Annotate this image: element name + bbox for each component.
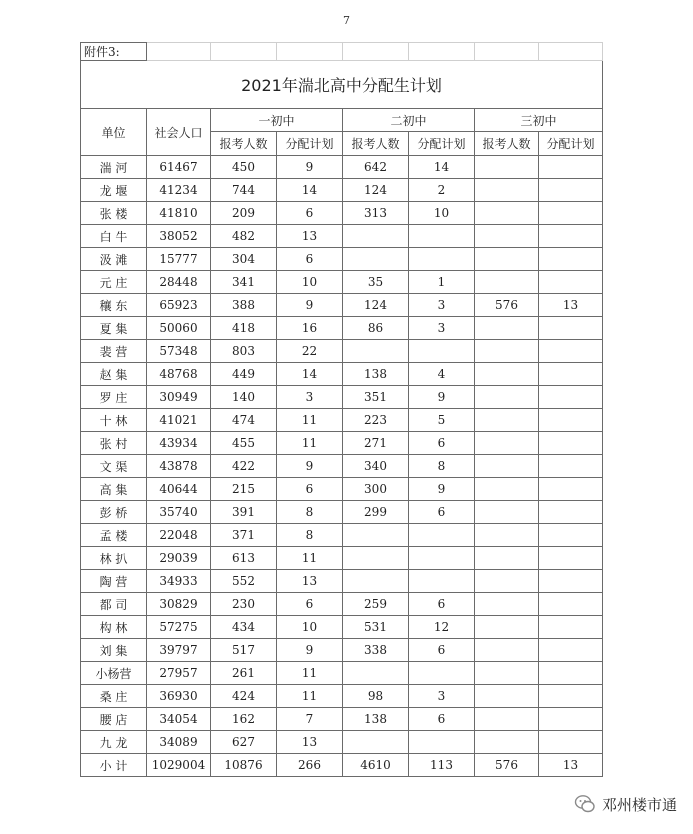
cell-s1-allocation: 16 (277, 317, 343, 340)
title-row (81, 61, 603, 109)
cell-s2-applicants (343, 547, 409, 570)
table-row (81, 455, 603, 478)
cell-s1-allocation: 7 (277, 708, 343, 731)
cell-s3-applicants (475, 248, 539, 271)
cell-s1-allocation: 14 (277, 363, 343, 386)
cell-s2-allocation: 4 (409, 363, 475, 386)
cell-s3-applicants (475, 616, 539, 639)
cell-population: 38052 (147, 225, 211, 248)
cell-population: 36930 (147, 685, 211, 708)
cell-population: 35740 (147, 501, 211, 524)
cell-s2-applicants: 124 (343, 179, 409, 202)
cell-s3-applicants (475, 340, 539, 363)
cell-s3-allocation (539, 225, 603, 248)
cell-population: 41234 (147, 179, 211, 202)
cell-s1-allocation: 13 (277, 225, 343, 248)
cell-s2-allocation: 14 (409, 156, 475, 179)
cell-s1-applicants: 371 (211, 524, 277, 547)
cell-s3-allocation (539, 248, 603, 271)
cell-population: 29039 (147, 547, 211, 570)
cell-s1-allocation: 14 (277, 179, 343, 202)
cell-s2-applicants (343, 340, 409, 363)
cell-s1-allocation: 11 (277, 547, 343, 570)
cell-s2-allocation (409, 547, 475, 570)
cell-s1-applicants: 230 (211, 593, 277, 616)
header-school-1: 一初中 (211, 109, 343, 132)
cell-s2-allocation: 9 (409, 386, 475, 409)
cell-s3-applicants (475, 363, 539, 386)
header-s3-applicants: 报考人数 (475, 132, 539, 156)
cell-s2-applicants: 98 (343, 685, 409, 708)
cell-s2-applicants: 4610 (343, 754, 409, 777)
cell-s2-allocation: 12 (409, 616, 475, 639)
watermark-text: 邓州楼市通 (601, 795, 677, 814)
cell-s3-allocation (539, 593, 603, 616)
cell-s1-allocation: 11 (277, 685, 343, 708)
cell-s2-applicants (343, 225, 409, 248)
cell-s2-applicants: 138 (343, 363, 409, 386)
table-row (81, 547, 603, 570)
cell-s3-allocation: 13 (539, 754, 603, 777)
cell-population: 65923 (147, 294, 211, 317)
cell-unit: 刘 集 (81, 639, 147, 662)
header-s1-applicants: 报考人数 (211, 132, 277, 156)
cell-s1-allocation: 9 (277, 156, 343, 179)
cell-population: 34089 (147, 731, 211, 754)
cell-s2-applicants (343, 570, 409, 593)
cell-s1-allocation: 6 (277, 202, 343, 225)
cell-unit: 元 庄 (81, 271, 147, 294)
cell-s3-applicants (475, 409, 539, 432)
cell-s2-allocation: 6 (409, 708, 475, 731)
cell-s2-allocation: 3 (409, 317, 475, 340)
cell-s3-allocation (539, 616, 603, 639)
cell-population: 1029004 (147, 754, 211, 777)
cell-s3-allocation (539, 478, 603, 501)
cell-s3-allocation (539, 317, 603, 340)
table-row (81, 662, 603, 685)
cell-s1-applicants: 140 (211, 386, 277, 409)
cell-s3-applicants (475, 547, 539, 570)
cell-population: 57275 (147, 616, 211, 639)
cell-s3-allocation (539, 386, 603, 409)
cell-s1-applicants: 391 (211, 501, 277, 524)
table-row (81, 731, 603, 754)
cell-s3-allocation (539, 685, 603, 708)
cell-s3-allocation (539, 409, 603, 432)
cell-s2-allocation (409, 662, 475, 685)
cell-s3-applicants (475, 455, 539, 478)
cell-s1-allocation: 6 (277, 593, 343, 616)
cell-population: 34933 (147, 570, 211, 593)
table-title: 2021年湍北高中分配生计划 (81, 61, 603, 109)
cell-s2-allocation: 2 (409, 179, 475, 202)
cell-s1-allocation: 9 (277, 639, 343, 662)
table-row (81, 317, 603, 340)
cell-s1-allocation: 11 (277, 432, 343, 455)
table-row (81, 593, 603, 616)
cell-s3-allocation (539, 271, 603, 294)
cell-s1-allocation: 8 (277, 501, 343, 524)
cell-unit: 都 司 (81, 593, 147, 616)
cell-s1-applicants: 10876 (211, 754, 277, 777)
cell-s1-allocation: 6 (277, 248, 343, 271)
cell-unit: 腰 店 (81, 708, 147, 731)
cell-s1-allocation: 10 (277, 271, 343, 294)
cell-s3-applicants (475, 156, 539, 179)
header-s2-allocation: 分配计划 (409, 132, 475, 156)
table-row (81, 685, 603, 708)
cell-s3-allocation (539, 547, 603, 570)
cell-s1-applicants: 162 (211, 708, 277, 731)
cell-s1-applicants: 474 (211, 409, 277, 432)
header-s3-allocation: 分配计划 (539, 132, 603, 156)
cell-s2-allocation (409, 340, 475, 363)
cell-s2-applicants (343, 524, 409, 547)
cell-s2-applicants: 86 (343, 317, 409, 340)
attachment-label: 附件3: (81, 43, 147, 61)
cell-s1-applicants: 517 (211, 639, 277, 662)
cell-s1-applicants: 209 (211, 202, 277, 225)
cell-s2-allocation: 6 (409, 432, 475, 455)
cell-s3-applicants (475, 317, 539, 340)
cell-population: 22048 (147, 524, 211, 547)
cell-s1-allocation: 13 (277, 570, 343, 593)
cell-s2-allocation (409, 731, 475, 754)
table-row (81, 179, 603, 202)
cell-unit: 彭 桥 (81, 501, 147, 524)
cell-s1-applicants: 261 (211, 662, 277, 685)
cell-unit: 十 林 (81, 409, 147, 432)
cell-population: 61467 (147, 156, 211, 179)
cell-s2-applicants: 313 (343, 202, 409, 225)
cell-unit: 林 扒 (81, 547, 147, 570)
cell-s3-allocation (539, 524, 603, 547)
cell-s1-applicants: 552 (211, 570, 277, 593)
cell-s3-allocation (539, 455, 603, 478)
table-row (81, 478, 603, 501)
cell-s3-applicants (475, 501, 539, 524)
cell-unit: 穰 东 (81, 294, 147, 317)
cell-s3-applicants (475, 708, 539, 731)
cell-population: 30949 (147, 386, 211, 409)
cell-s2-applicants (343, 662, 409, 685)
cell-population: 28448 (147, 271, 211, 294)
cell-s2-allocation: 1 (409, 271, 475, 294)
cell-s1-allocation: 3 (277, 386, 343, 409)
cell-s3-applicants (475, 685, 539, 708)
cell-s1-applicants: 304 (211, 248, 277, 271)
cell-unit: 孟 楼 (81, 524, 147, 547)
table-row (81, 294, 603, 317)
cell-s1-allocation: 13 (277, 731, 343, 754)
cell-population: 41810 (147, 202, 211, 225)
cell-s3-applicants: 576 (475, 294, 539, 317)
cell-s1-allocation: 8 (277, 524, 343, 547)
cell-unit: 张 村 (81, 432, 147, 455)
cell-s3-applicants (475, 639, 539, 662)
cell-s3-allocation (539, 363, 603, 386)
cell-s1-applicants: 449 (211, 363, 277, 386)
cell-population: 27957 (147, 662, 211, 685)
cell-unit: 夏 集 (81, 317, 147, 340)
cell-s3-allocation (539, 708, 603, 731)
cell-s3-applicants (475, 478, 539, 501)
cell-s3-allocation (539, 156, 603, 179)
table-row (81, 501, 603, 524)
cell-unit: 龙 堰 (81, 179, 147, 202)
allocation-table (80, 42, 603, 777)
cell-s3-applicants (475, 593, 539, 616)
cell-s1-allocation: 6 (277, 478, 343, 501)
cell-population: 34054 (147, 708, 211, 731)
cell-s1-applicants: 388 (211, 294, 277, 317)
cell-unit: 汲 滩 (81, 248, 147, 271)
cell-s1-allocation: 10 (277, 616, 343, 639)
cell-s3-allocation: 13 (539, 294, 603, 317)
header-s2-applicants: 报考人数 (343, 132, 409, 156)
cell-s2-allocation: 6 (409, 593, 475, 616)
cell-s3-allocation (539, 662, 603, 685)
header-row-1 (81, 109, 603, 132)
table-row (81, 409, 603, 432)
cell-s1-allocation: 11 (277, 409, 343, 432)
cell-s2-applicants: 223 (343, 409, 409, 432)
cell-population: 43878 (147, 455, 211, 478)
cell-s2-applicants: 124 (343, 294, 409, 317)
cell-population: 40644 (147, 478, 211, 501)
table-row (81, 639, 603, 662)
cell-s2-applicants: 271 (343, 432, 409, 455)
cell-s3-applicants (475, 202, 539, 225)
table-row (81, 202, 603, 225)
cell-s2-applicants: 531 (343, 616, 409, 639)
cell-s2-applicants: 338 (343, 639, 409, 662)
attachment-row (81, 43, 603, 61)
cell-s1-allocation: 266 (277, 754, 343, 777)
cell-s3-applicants (475, 524, 539, 547)
cell-s2-applicants (343, 731, 409, 754)
header-school-2: 二初中 (343, 109, 475, 132)
cell-s1-applicants: 455 (211, 432, 277, 455)
cell-s1-applicants: 434 (211, 616, 277, 639)
cell-unit: 桑 庄 (81, 685, 147, 708)
cell-unit: 白 牛 (81, 225, 147, 248)
cell-unit: 高 集 (81, 478, 147, 501)
table-row (81, 708, 603, 731)
header-school-3: 三初中 (475, 109, 603, 132)
cell-s3-applicants (475, 662, 539, 685)
cell-unit: 赵 集 (81, 363, 147, 386)
cell-population: 50060 (147, 317, 211, 340)
cell-population: 39797 (147, 639, 211, 662)
cell-s2-applicants: 259 (343, 593, 409, 616)
cell-s2-allocation (409, 570, 475, 593)
cell-s2-applicants: 351 (343, 386, 409, 409)
cell-s3-allocation (539, 639, 603, 662)
cell-s3-applicants (475, 570, 539, 593)
cell-population: 15777 (147, 248, 211, 271)
cell-s2-allocation (409, 248, 475, 271)
cell-s1-applicants: 418 (211, 317, 277, 340)
cell-s1-applicants: 744 (211, 179, 277, 202)
cell-s2-allocation: 3 (409, 685, 475, 708)
cell-s3-applicants (475, 432, 539, 455)
cell-s3-allocation (539, 179, 603, 202)
cell-s3-allocation (539, 340, 603, 363)
cell-s1-applicants: 482 (211, 225, 277, 248)
cell-s2-allocation: 5 (409, 409, 475, 432)
cell-s3-allocation (539, 570, 603, 593)
cell-s3-allocation (539, 202, 603, 225)
cell-s2-applicants: 299 (343, 501, 409, 524)
cell-s2-applicants: 35 (343, 271, 409, 294)
table-row (81, 432, 603, 455)
cell-s2-allocation: 9 (409, 478, 475, 501)
cell-s3-applicants: 576 (475, 754, 539, 777)
table-row (81, 156, 603, 179)
cell-s1-applicants: 422 (211, 455, 277, 478)
cell-s2-allocation: 6 (409, 501, 475, 524)
cell-s3-allocation (539, 432, 603, 455)
cell-s2-applicants: 340 (343, 455, 409, 478)
cell-s3-allocation (539, 731, 603, 754)
table-row (81, 340, 603, 363)
cell-unit: 小杨营 (81, 662, 147, 685)
cell-s2-allocation: 3 (409, 294, 475, 317)
table-row (81, 616, 603, 639)
cell-unit: 湍 河 (81, 156, 147, 179)
watermark (570, 792, 681, 816)
cell-s1-allocation: 11 (277, 662, 343, 685)
table-row (81, 570, 603, 593)
cell-population: 41021 (147, 409, 211, 432)
wechat-icon (574, 793, 596, 815)
cell-s1-applicants: 341 (211, 271, 277, 294)
cell-s2-applicants: 138 (343, 708, 409, 731)
cell-s2-allocation: 6 (409, 639, 475, 662)
cell-s3-applicants (475, 386, 539, 409)
table-row (81, 271, 603, 294)
cell-s2-allocation: 8 (409, 455, 475, 478)
table-row (81, 363, 603, 386)
cell-s3-allocation (539, 501, 603, 524)
cell-s2-applicants: 300 (343, 478, 409, 501)
cell-s1-applicants: 803 (211, 340, 277, 363)
table-row (81, 225, 603, 248)
cell-s1-applicants: 613 (211, 547, 277, 570)
cell-unit: 构 林 (81, 616, 147, 639)
cell-s2-allocation (409, 225, 475, 248)
cell-s1-applicants: 450 (211, 156, 277, 179)
cell-unit: 九 龙 (81, 731, 147, 754)
cell-s1-applicants: 424 (211, 685, 277, 708)
subtotal-row (81, 754, 603, 777)
cell-s2-allocation: 10 (409, 202, 475, 225)
cell-s1-applicants: 627 (211, 731, 277, 754)
cell-unit: 陶 营 (81, 570, 147, 593)
table-row (81, 524, 603, 547)
cell-s1-applicants: 215 (211, 478, 277, 501)
cell-s3-applicants (475, 271, 539, 294)
cell-unit: 文 渠 (81, 455, 147, 478)
cell-s2-allocation (409, 524, 475, 547)
cell-unit: 罗 庄 (81, 386, 147, 409)
cell-population: 48768 (147, 363, 211, 386)
cell-unit: 张 楼 (81, 202, 147, 225)
cell-population: 30829 (147, 593, 211, 616)
cell-s2-allocation: 113 (409, 754, 475, 777)
cell-s1-allocation: 9 (277, 455, 343, 478)
page-number: 7 (343, 14, 350, 27)
cell-s3-applicants (475, 225, 539, 248)
table-row (81, 248, 603, 271)
cell-s2-applicants (343, 248, 409, 271)
cell-unit: 小 计 (81, 754, 147, 777)
cell-population: 57348 (147, 340, 211, 363)
header-s1-allocation: 分配计划 (277, 132, 343, 156)
cell-s2-applicants: 642 (343, 156, 409, 179)
header-unit: 单位 (81, 109, 147, 156)
cell-population: 43934 (147, 432, 211, 455)
header-population: 社会人口 (147, 109, 211, 156)
cell-unit: 裴 营 (81, 340, 147, 363)
cell-s3-applicants (475, 179, 539, 202)
cell-s3-applicants (475, 731, 539, 754)
cell-s1-allocation: 9 (277, 294, 343, 317)
table-row (81, 386, 603, 409)
cell-s1-allocation: 22 (277, 340, 343, 363)
